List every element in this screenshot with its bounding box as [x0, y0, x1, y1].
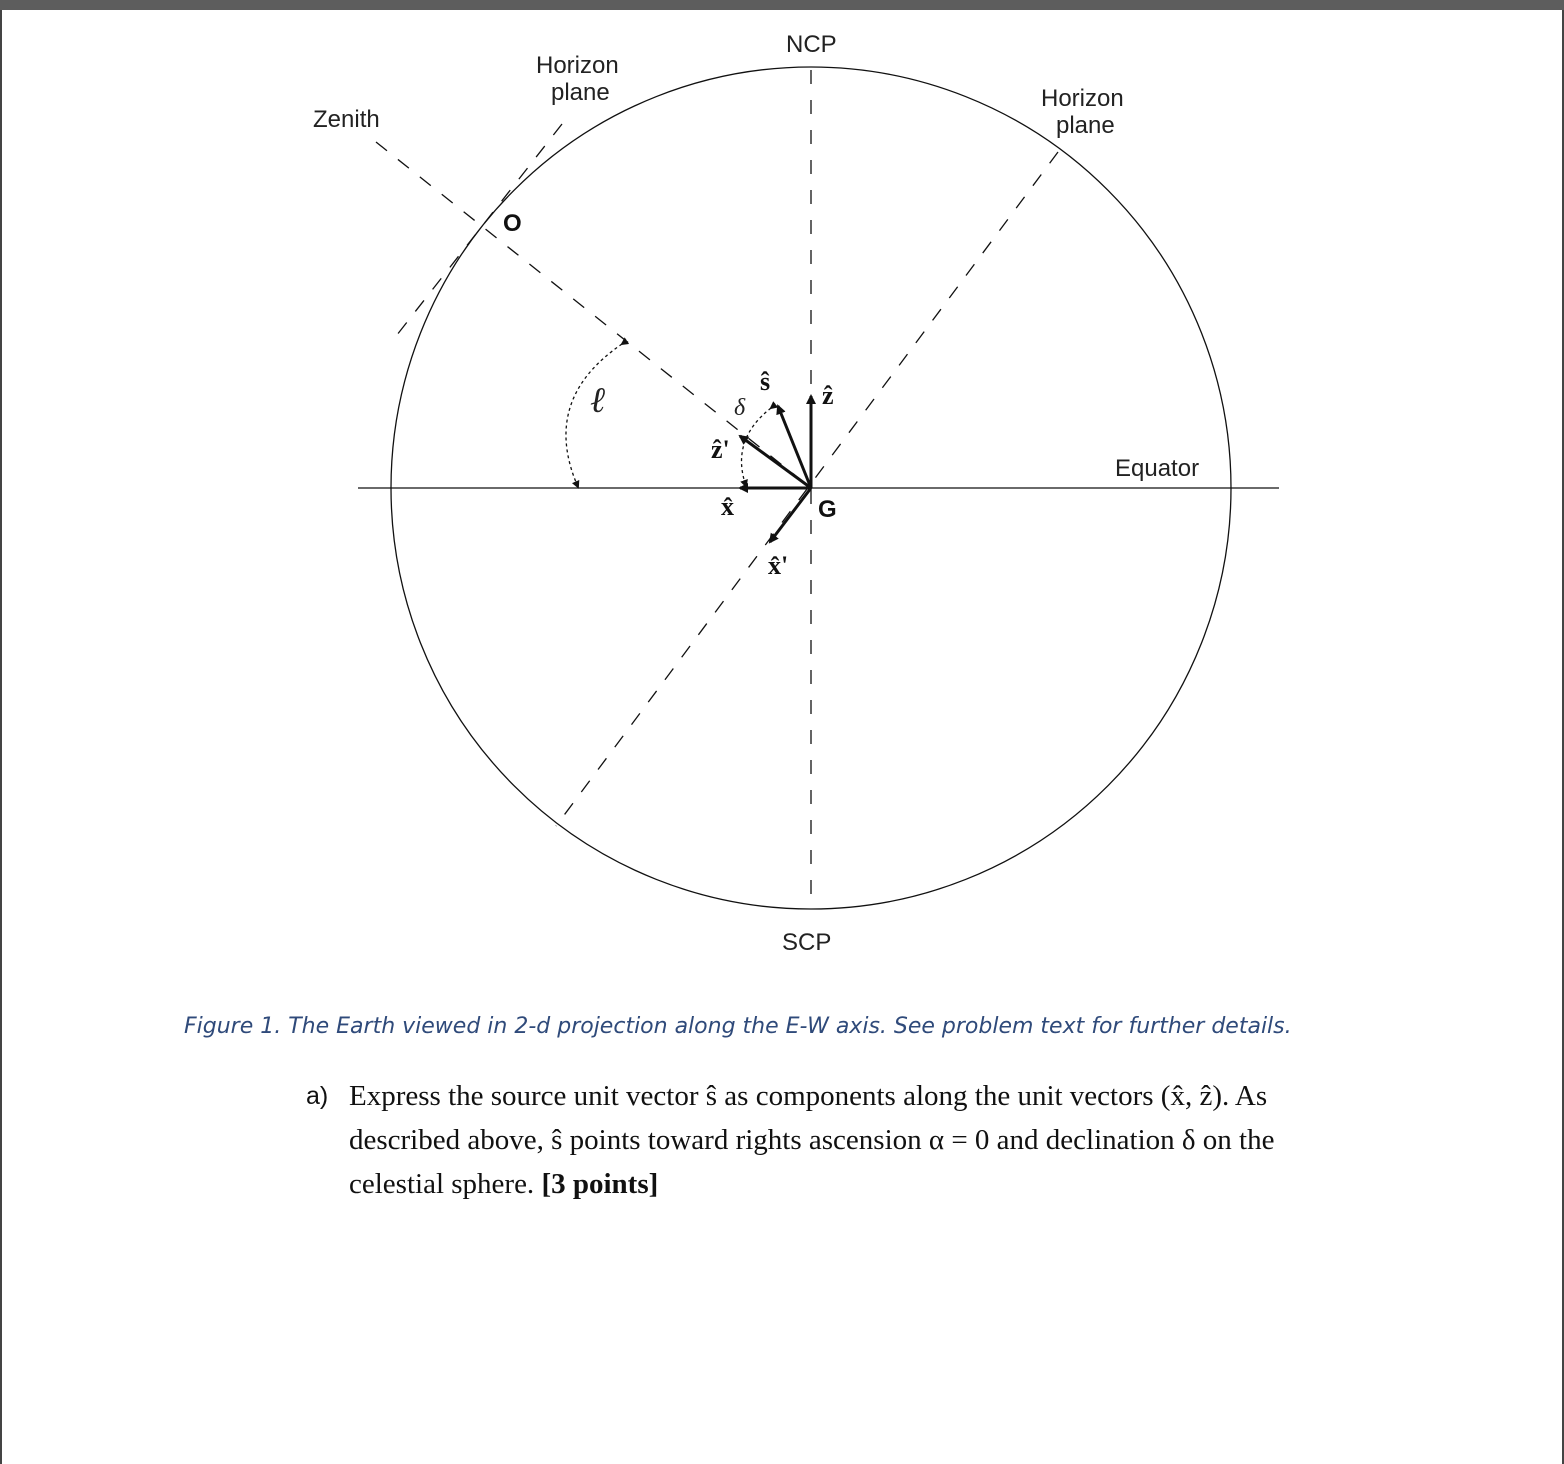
question-a [306, 1074, 1346, 1206]
x-hat-label: x̂ [721, 492, 734, 521]
equator-label: Equator [1115, 455, 1200, 482]
x-hat-prime-label: x̂' [768, 551, 789, 580]
question-body: Express the source unit vector ŝ as components along the unit vectors (x̂, ẑ). As described above, ŝ points toward rights ascension α = 0 and declination δ on the celestial sphere. [349, 1080, 1275, 1200]
z-hat-prime-label: ẑ' [711, 435, 730, 464]
center-label: G [818, 496, 837, 523]
observer-label: O [503, 210, 522, 237]
s-hat-label: ŝ [760, 367, 771, 396]
horizon-right-label-1: Horizon [1041, 85, 1124, 112]
zenith-label: Zenith [313, 106, 380, 133]
z-hat-label: ẑ [822, 381, 834, 410]
ncp-label: NCP [786, 31, 837, 58]
zenith-line [376, 142, 811, 488]
horizon-left-label-1: Horizon [536, 52, 619, 79]
figure-caption: Figure 1. The Earth viewed in 2-d projection along the E-W axis. See problem text for further details. [184, 1014, 1292, 1039]
question-points: [3 points] [541, 1168, 659, 1200]
declination-label: δ [734, 395, 746, 421]
horizon-left-label-2: plane [551, 79, 610, 106]
question-text [349, 1074, 1346, 1206]
horizon-right-label-2: plane [1056, 112, 1115, 139]
latitude-label: ℓ [590, 380, 605, 420]
scp-label: SCP [782, 929, 832, 956]
x-hat-prime-vector [770, 488, 811, 542]
question-marker: a) [306, 1082, 329, 1110]
